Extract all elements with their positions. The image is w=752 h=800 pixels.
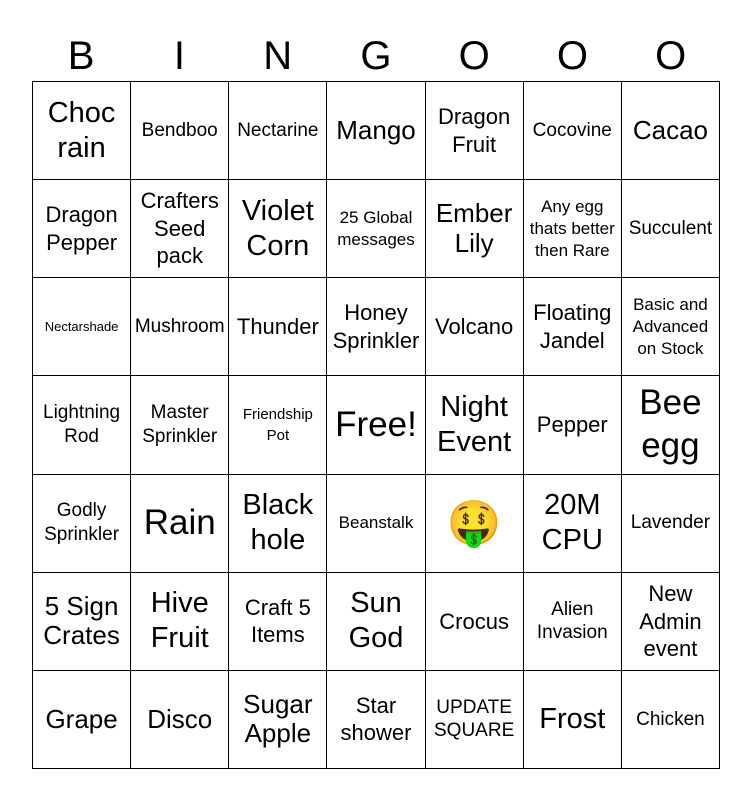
bingo-cell[interactable]: Hive Fruit — [131, 573, 229, 671]
bingo-cell[interactable]: Beanstalk — [327, 475, 425, 573]
bingo-cell[interactable]: 25 Global messages — [327, 180, 425, 278]
header-letter: O — [655, 34, 687, 78]
bingo-cell[interactable]: UPDATE SQUARE — [426, 671, 524, 769]
bingo-cell[interactable]: Choc rain — [33, 82, 131, 180]
bingo-cell[interactable]: Lavender — [622, 475, 720, 573]
header-letter: O — [458, 34, 490, 78]
header-letter: N — [263, 34, 293, 78]
bingo-cell[interactable]: Alien Invasion — [524, 573, 622, 671]
bingo-cell[interactable]: Night Event — [426, 376, 524, 474]
bingo-cell[interactable]: Bee egg — [622, 376, 720, 474]
bingo-cell[interactable]: Nectarshade — [33, 278, 131, 376]
bingo-cell[interactable]: Disco — [131, 671, 229, 769]
bingo-cell[interactable]: Floating Jandel — [524, 278, 622, 376]
bingo-cell[interactable]: Lightning Rod — [33, 376, 131, 474]
money-mouth-face-icon[interactable]: 🤑 — [426, 475, 524, 573]
bingo-cell[interactable]: Star shower — [327, 671, 425, 769]
bingo-cell[interactable]: Any egg thats better then Rare — [524, 180, 622, 278]
header-letter: I — [173, 34, 185, 78]
bingo-cell[interactable]: Craft 5 Items — [229, 573, 327, 671]
bingo-cell[interactable]: 20M CPU — [524, 475, 622, 573]
bingo-cell[interactable]: Black hole — [229, 475, 327, 573]
bingo-cell[interactable]: Friendship Pot — [229, 376, 327, 474]
bingo-cell[interactable]: Volcano — [426, 278, 524, 376]
bingo-cell[interactable]: Pepper — [524, 376, 622, 474]
bingo-cell[interactable]: Crocus — [426, 573, 524, 671]
bingo-cell[interactable]: Dragon Fruit — [426, 82, 524, 180]
bingo-cell[interactable]: Succulent — [622, 180, 720, 278]
bingo-cell[interactable]: Cacao — [622, 82, 720, 180]
bingo-cell[interactable]: Mushroom — [131, 278, 229, 376]
bingo-cell[interactable]: Nectarine — [229, 82, 327, 180]
free-space[interactable]: Free! — [327, 376, 425, 474]
header-letter: O — [556, 34, 589, 78]
bingo-cell[interactable]: Rain — [131, 475, 229, 573]
bingo-cell[interactable]: Mango — [327, 82, 425, 180]
bingo-cell[interactable]: Violet Corn — [229, 180, 327, 278]
header-letter: G — [360, 34, 392, 78]
bingo-cell[interactable]: Godly Sprinkler — [33, 475, 131, 573]
bingo-cell[interactable]: Thunder — [229, 278, 327, 376]
bingo-cell[interactable]: Honey Sprinkler — [327, 278, 425, 376]
bingo-header — [32, 30, 720, 82]
bingo-cell[interactable]: Crafters Seed pack — [131, 180, 229, 278]
bingo-cell[interactable]: Cocovine — [524, 82, 622, 180]
bingo-cell[interactable]: New Admin event — [622, 573, 720, 671]
bingo-cell[interactable]: Dragon Pepper — [33, 180, 131, 278]
bingo-board — [32, 81, 720, 769]
bingo-cell[interactable]: Sun God — [327, 573, 425, 671]
bingo-cell[interactable]: Grape — [33, 671, 131, 769]
bingo-cell[interactable]: Chicken — [622, 671, 720, 769]
bingo-cell[interactable]: 5 Sign Crates — [33, 573, 131, 671]
bingo-cell[interactable]: Sugar Apple — [229, 671, 327, 769]
bingo-cell[interactable]: Ember Lily — [426, 180, 524, 278]
bingo-cell[interactable]: Basic and Advanced on Stock — [622, 278, 720, 376]
bingo-cell[interactable]: Frost — [524, 671, 622, 769]
header-letter: B — [67, 34, 95, 78]
bingo-cell[interactable]: Bendboo — [131, 82, 229, 180]
bingo-cell[interactable]: Master Sprinkler — [131, 376, 229, 474]
